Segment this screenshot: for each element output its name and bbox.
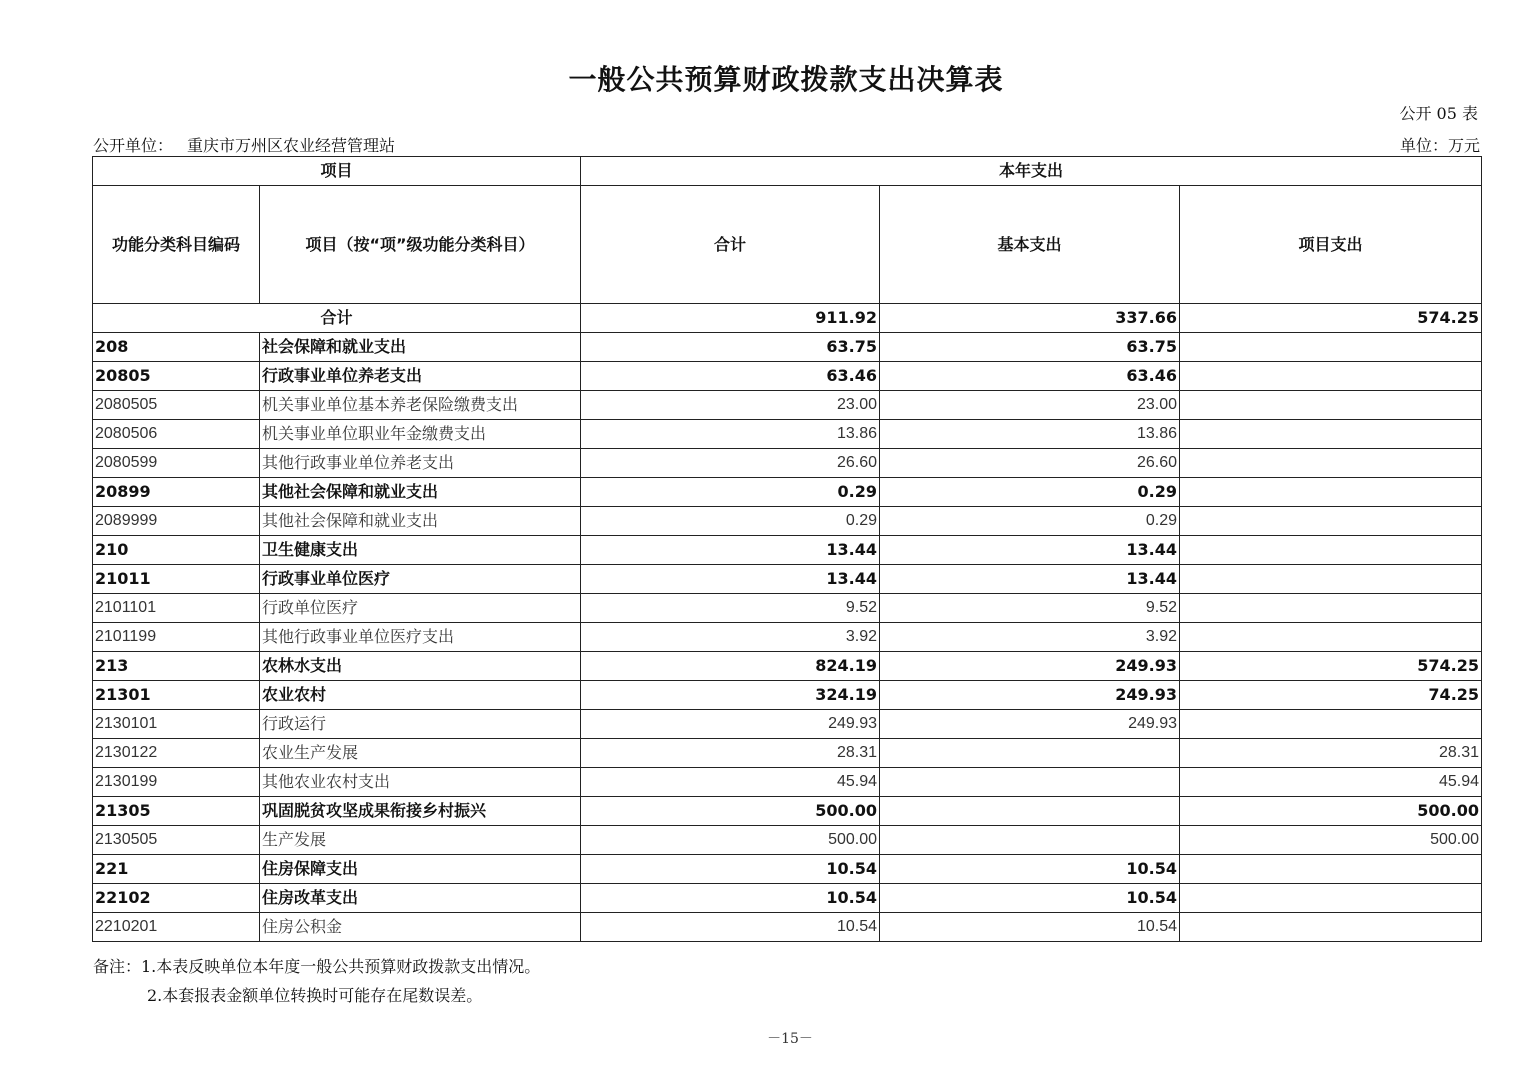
row-basic: 10.54 — [880, 884, 1180, 913]
table-row — [93, 565, 1482, 594]
page-number: －15－ — [767, 1031, 813, 1047]
row-code: 2130505 — [93, 826, 260, 855]
row-project — [1180, 391, 1482, 420]
table-row — [93, 710, 1482, 739]
row-name: 社会保障和就业支出 — [260, 333, 581, 362]
row-total: 63.75 — [581, 333, 880, 362]
row-basic: 26.60 — [880, 449, 1180, 478]
row-project — [1180, 362, 1482, 391]
row-project — [1180, 623, 1482, 652]
row-total: 824.19 — [581, 652, 880, 681]
row-basic — [880, 768, 1180, 797]
row-name: 住房保障支出 — [260, 855, 581, 884]
row-basic: 23.00 — [880, 391, 1180, 420]
row-basic: 10.54 — [880, 913, 1180, 942]
reporting-unit — [93, 133, 395, 156]
row-name: 住房改革支出 — [260, 884, 581, 913]
row-project: 45.94 — [1180, 768, 1482, 797]
row-total: 13.44 — [581, 565, 880, 594]
header-project: 项目支出 — [1180, 186, 1482, 304]
header-group-year: 本年支出 — [581, 157, 1482, 186]
form-number: 公开 05 表 — [1399, 104, 1478, 123]
row-project: 500.00 — [1180, 797, 1482, 826]
header-basic: 基本支出 — [880, 186, 1180, 304]
row-project — [1180, 913, 1482, 942]
row-total: 10.54 — [581, 884, 880, 913]
total-basic: 337.66 — [880, 304, 1180, 333]
table-row — [93, 797, 1482, 826]
table-row — [93, 855, 1482, 884]
row-name: 机关事业单位职业年金缴费支出 — [260, 420, 581, 449]
row-project — [1180, 565, 1482, 594]
row-name: 农业生产发展 — [260, 739, 581, 768]
row-project — [1180, 333, 1482, 362]
row-code: 20899 — [93, 478, 260, 507]
row-name: 农林水支出 — [260, 652, 581, 681]
table-row — [93, 768, 1482, 797]
row-basic: 63.46 — [880, 362, 1180, 391]
header-row-group — [93, 157, 1482, 186]
header-name: 项目（按“项”级功能分类科目） — [260, 186, 581, 304]
row-project — [1180, 710, 1482, 739]
header-row-columns — [93, 186, 1482, 304]
table-row — [93, 362, 1482, 391]
reporting-unit-name: 重庆市万州区农业经营管理站 — [187, 136, 396, 155]
row-total: 9.52 — [581, 594, 880, 623]
note-line-2: 2.本套报表金额单位转换时可能存在尾数误差。 — [147, 986, 483, 1005]
row-basic: 0.29 — [880, 478, 1180, 507]
row-code: 2210201 — [93, 913, 260, 942]
total-row — [93, 304, 1482, 333]
row-code: 2101101 — [93, 594, 260, 623]
row-total: 324.19 — [581, 681, 880, 710]
row-code: 213 — [93, 652, 260, 681]
row-code: 21305 — [93, 797, 260, 826]
row-code: 2080506 — [93, 420, 260, 449]
row-name: 机关事业单位基本养老保险缴费支出 — [260, 391, 581, 420]
row-name: 其他行政事业单位养老支出 — [260, 449, 581, 478]
row-total: 0.29 — [581, 507, 880, 536]
row-total: 10.54 — [581, 855, 880, 884]
table-row — [93, 507, 1482, 536]
table-row — [93, 420, 1482, 449]
row-code: 2080505 — [93, 391, 260, 420]
row-basic — [880, 797, 1180, 826]
total-sum: 911.92 — [581, 304, 880, 333]
row-project — [1180, 536, 1482, 565]
row-project: 74.25 — [1180, 681, 1482, 710]
row-total: 28.31 — [581, 739, 880, 768]
row-total: 13.44 — [581, 536, 880, 565]
row-basic: 13.44 — [880, 536, 1180, 565]
table-row — [93, 739, 1482, 768]
header-total: 合计 — [581, 186, 880, 304]
row-project — [1180, 420, 1482, 449]
row-name: 农业农村 — [260, 681, 581, 710]
row-total: 13.86 — [581, 420, 880, 449]
table-row — [93, 536, 1482, 565]
total-label: 合计 — [93, 304, 581, 333]
row-project — [1180, 507, 1482, 536]
row-basic: 10.54 — [880, 855, 1180, 884]
table-row — [93, 391, 1482, 420]
row-total: 3.92 — [581, 623, 880, 652]
row-name: 其他社会保障和就业支出 — [260, 478, 581, 507]
row-name: 行政单位医疗 — [260, 594, 581, 623]
header-code: 功能分类科目编码 — [93, 186, 260, 304]
reporting-unit-label: 公开单位： — [93, 136, 174, 155]
row-name: 巩固脱贫攻坚成果衔接乡村振兴 — [260, 797, 581, 826]
table-row — [93, 826, 1482, 855]
row-project: 28.31 — [1180, 739, 1482, 768]
row-total: 26.60 — [581, 449, 880, 478]
row-basic: 3.92 — [880, 623, 1180, 652]
page-title: 一般公共预算财政拨款支出决算表 — [568, 63, 1004, 96]
row-name: 其他农业农村支出 — [260, 768, 581, 797]
currency-unit: 单位：万元 — [1399, 136, 1480, 155]
row-code: 2130101 — [93, 710, 260, 739]
table-row — [93, 652, 1482, 681]
row-project — [1180, 478, 1482, 507]
row-code: 208 — [93, 333, 260, 362]
table-row — [93, 333, 1482, 362]
row-code: 2101199 — [93, 623, 260, 652]
row-total: 63.46 — [581, 362, 880, 391]
row-project: 500.00 — [1180, 826, 1482, 855]
unit-line — [93, 133, 1480, 156]
row-code: 2130199 — [93, 768, 260, 797]
row-total: 10.54 — [581, 913, 880, 942]
row-name: 住房公积金 — [260, 913, 581, 942]
row-code: 22102 — [93, 884, 260, 913]
total-project: 574.25 — [1180, 304, 1482, 333]
row-name: 卫生健康支出 — [260, 536, 581, 565]
row-total: 23.00 — [581, 391, 880, 420]
header-group-item: 项目 — [93, 157, 581, 186]
row-code: 221 — [93, 855, 260, 884]
note-line-1: 备注：1.本表反映单位本年度一般公共预算财政拨款支出情况。 — [93, 957, 541, 976]
row-name: 生产发展 — [260, 826, 581, 855]
expenditure-table — [92, 156, 1482, 942]
row-project — [1180, 855, 1482, 884]
row-total: 500.00 — [581, 797, 880, 826]
row-total: 0.29 — [581, 478, 880, 507]
row-name: 其他行政事业单位医疗支出 — [260, 623, 581, 652]
row-total: 500.00 — [581, 826, 880, 855]
row-code: 20805 — [93, 362, 260, 391]
row-project — [1180, 449, 1482, 478]
row-total: 45.94 — [581, 768, 880, 797]
row-basic: 0.29 — [880, 507, 1180, 536]
row-name: 行政事业单位医疗 — [260, 565, 581, 594]
table-row — [93, 478, 1482, 507]
table-row — [93, 913, 1482, 942]
row-basic: 249.93 — [880, 710, 1180, 739]
row-basic — [880, 739, 1180, 768]
row-code: 21011 — [93, 565, 260, 594]
row-project: 574.25 — [1180, 652, 1482, 681]
row-name: 行政运行 — [260, 710, 581, 739]
row-basic: 13.44 — [880, 565, 1180, 594]
row-total: 249.93 — [581, 710, 880, 739]
row-basic: 13.86 — [880, 420, 1180, 449]
row-code: 2130122 — [93, 739, 260, 768]
row-name: 其他社会保障和就业支出 — [260, 507, 581, 536]
row-code: 21301 — [93, 681, 260, 710]
row-code: 210 — [93, 536, 260, 565]
notes — [93, 952, 540, 1010]
row-basic — [880, 826, 1180, 855]
row-basic: 249.93 — [880, 652, 1180, 681]
row-basic: 249.93 — [880, 681, 1180, 710]
row-basic: 9.52 — [880, 594, 1180, 623]
row-basic: 63.75 — [880, 333, 1180, 362]
row-code: 2080599 — [93, 449, 260, 478]
table-row — [93, 594, 1482, 623]
row-project — [1180, 594, 1482, 623]
row-name: 行政事业单位养老支出 — [260, 362, 581, 391]
row-code: 2089999 — [93, 507, 260, 536]
row-project — [1180, 884, 1482, 913]
table-row — [93, 681, 1482, 710]
table-row — [93, 449, 1482, 478]
table-row — [93, 884, 1482, 913]
table-row — [93, 623, 1482, 652]
